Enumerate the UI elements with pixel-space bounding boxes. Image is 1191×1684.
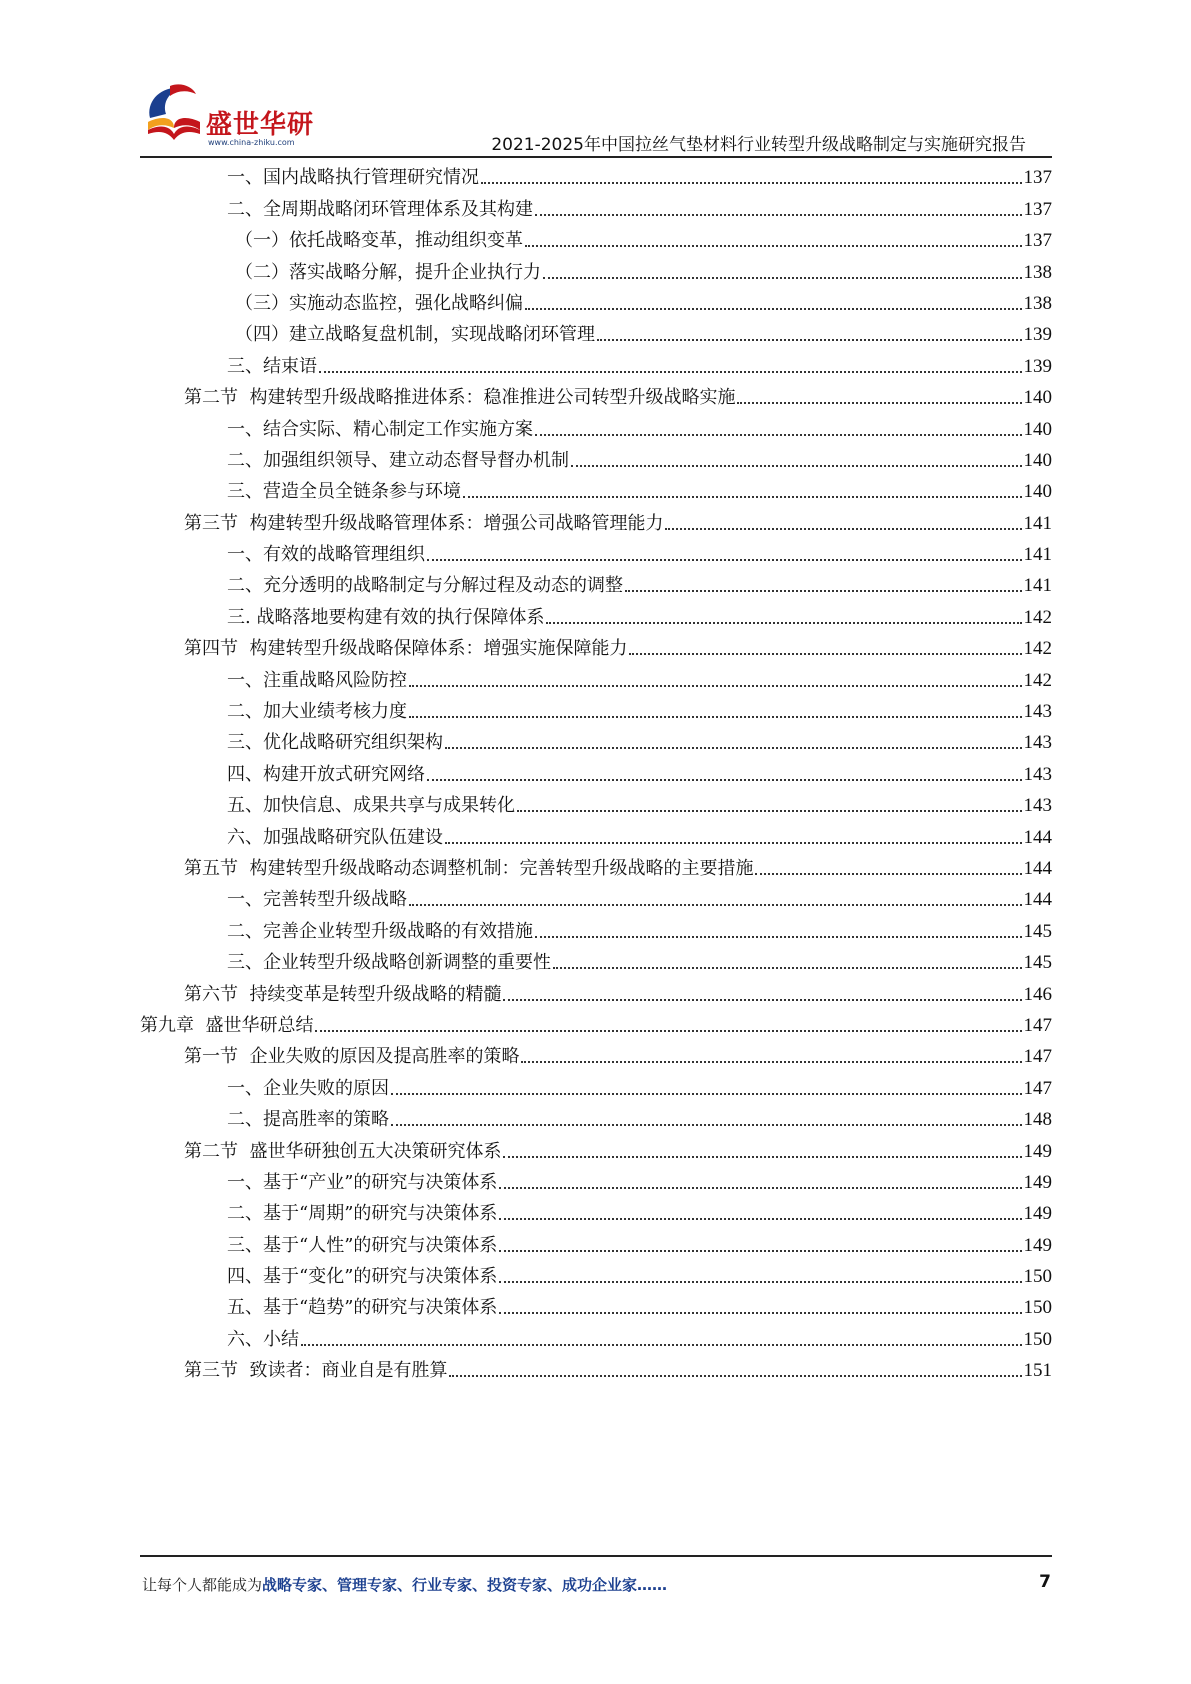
toc-dot-leader: [517, 810, 1022, 812]
toc-entry-page: 143: [1023, 763, 1052, 785]
toc-entry[interactable]: [140, 568, 1052, 599]
toc-entry[interactable]: [140, 662, 1052, 693]
toc-entry[interactable]: [140, 788, 1052, 819]
toc-entry-page: 137: [1023, 198, 1052, 220]
report-title: 2021-2025年中国拉丝气垫材料行业转型升级战略制定与实施研究报告: [491, 135, 1026, 155]
toc-entry-page: 145: [1023, 952, 1052, 974]
toc-entry-page: 142: [1023, 638, 1052, 660]
toc-entry[interactable]: [140, 254, 1052, 285]
toc-entry-title: 二、充分透明的战略制定与分解过程及动态的调整: [227, 575, 623, 597]
toc-entry[interactable]: [140, 945, 1052, 976]
toc-dot-leader: [543, 277, 1022, 279]
toc-entry-page: 150: [1023, 1328, 1052, 1350]
toc-entry-page: 148: [1023, 1109, 1052, 1131]
toc-dot-leader: [521, 1061, 1021, 1063]
table-of-contents: [140, 160, 1052, 1384]
toc-entry[interactable]: [140, 819, 1052, 850]
toc-entry-title: 第六节 持续变革是转型升级战略的精髓: [184, 983, 502, 1005]
toc-dot-leader: [571, 465, 1022, 467]
toc-entry-page: 144: [1023, 857, 1052, 879]
toc-entry-title: 二、完善企业转型升级战略的有效措施: [227, 920, 533, 942]
toc-entry[interactable]: [140, 1290, 1052, 1321]
toc-entry[interactable]: [140, 631, 1052, 662]
toc-entry-title: 一、企业失败的原因: [227, 1077, 389, 1099]
toc-entry[interactable]: [140, 913, 1052, 944]
page-header: [140, 78, 1052, 156]
page-number: 7: [1039, 1572, 1051, 1592]
toc-dot-leader: [525, 308, 1022, 310]
toc-dot-leader: [481, 182, 1022, 184]
toc-entry[interactable]: [140, 160, 1052, 191]
toc-entry-page: 144: [1023, 826, 1052, 848]
toc-entry-page: 144: [1023, 889, 1052, 911]
toc-entry[interactable]: [140, 286, 1052, 317]
footer-prefix: 让每个人都能成为: [142, 1576, 263, 1594]
toc-entry-title: 三、结束语: [227, 355, 317, 377]
toc-entry-page: 147: [1023, 1077, 1052, 1099]
toc-dot-leader: [315, 1030, 1021, 1032]
toc-entry-title: 五、加快信息、成果共享与成果转化: [227, 795, 515, 817]
toc-entry-title: （二）落实战略分解，提升企业执行力: [235, 261, 541, 283]
toc-dot-leader: [535, 214, 1022, 216]
toc-dot-leader: [409, 904, 1022, 906]
toc-entry-page: 149: [1023, 1171, 1052, 1193]
toc-entry-title: 一、注重战略风险防控: [227, 669, 407, 691]
toc-entry-title: 三. 战略落地要构建有效的执行保障体系: [227, 606, 545, 628]
toc-entry-page: 145: [1023, 920, 1052, 942]
toc-entry-page: 141: [1023, 544, 1052, 566]
toc-entry[interactable]: [140, 851, 1052, 882]
header-divider: [140, 156, 1052, 158]
toc-entry-page: 143: [1023, 795, 1052, 817]
toc-entry[interactable]: [140, 1070, 1052, 1101]
toc-entry[interactable]: [140, 1102, 1052, 1133]
toc-entry-page: 141: [1023, 512, 1052, 534]
toc-entry[interactable]: [140, 1039, 1052, 1070]
toc-entry[interactable]: [140, 1196, 1052, 1227]
toc-dot-leader: [427, 559, 1022, 561]
logo-name: 盛世华研: [206, 110, 315, 140]
footer-roles: 战略专家、管理专家、行业专家、投资专家、成功企业家……: [262, 1576, 668, 1594]
toc-entry[interactable]: [140, 317, 1052, 348]
toc-dot-leader: [553, 967, 1022, 969]
toc-dot-leader: [499, 1281, 1021, 1283]
toc-entry-title: 第三节 致读者：商业自是有胜算: [184, 1360, 448, 1382]
toc-entry[interactable]: [140, 1165, 1052, 1196]
toc-entry[interactable]: [140, 505, 1052, 536]
toc-entry-title: 第二节 盛世华研独创五大决策研究体系: [184, 1140, 502, 1162]
toc-dot-leader: [503, 1156, 1021, 1158]
toc-entry[interactable]: [140, 223, 1052, 254]
toc-dot-leader: [546, 622, 1021, 624]
toc-dot-leader: [427, 779, 1022, 781]
toc-entry-title: 一、国内战略执行管理研究情况: [227, 167, 479, 189]
toc-entry[interactable]: [140, 1133, 1052, 1164]
toc-dot-leader: [535, 434, 1022, 436]
footer-slogan: [142, 1574, 667, 1595]
toc-dot-leader: [499, 1187, 1021, 1189]
toc-entry-title: 二、加强组织领导、建立动态督导督办机制: [227, 449, 569, 471]
toc-entry-page: 146: [1023, 983, 1052, 1005]
toc-entry-page: 151: [1023, 1360, 1052, 1382]
toc-entry[interactable]: [140, 1259, 1052, 1290]
toc-entry-title: 六、小结: [227, 1328, 299, 1350]
logo-icon: [140, 80, 208, 144]
toc-entry[interactable]: [140, 1321, 1052, 1352]
toc-entry[interactable]: [140, 537, 1052, 568]
toc-dot-leader: [319, 371, 1022, 373]
toc-dot-leader: [535, 936, 1022, 938]
toc-entry-page: 150: [1023, 1297, 1052, 1319]
toc-entry[interactable]: [140, 1353, 1052, 1384]
toc-dot-leader: [525, 245, 1022, 247]
toc-entry-title: 一、完善转型升级战略: [227, 889, 407, 911]
toc-entry-title: （三）实施动态监控，强化战略纠偏: [235, 292, 523, 314]
toc-dot-leader: [409, 685, 1022, 687]
toc-entry-title: （四）建立战略复盘机制，实现战略闭环管理: [235, 324, 595, 346]
toc-entry-page: 150: [1023, 1266, 1052, 1288]
toc-entry-title: 三、企业转型升级战略创新调整的重要性: [227, 952, 551, 974]
toc-entry-page: 137: [1023, 230, 1052, 252]
toc-entry-page: 138: [1023, 292, 1052, 314]
toc-dot-leader: [665, 528, 1021, 530]
toc-dot-leader: [445, 842, 1022, 844]
toc-entry[interactable]: [140, 1008, 1052, 1039]
toc-entry-title: 第三节 构建转型升级战略管理体系：增强公司战略管理能力: [184, 512, 664, 534]
toc-entry-page: 142: [1023, 669, 1052, 691]
toc-entry-title: 一、有效的战略管理组织: [227, 544, 425, 566]
toc-entry-page: 140: [1023, 481, 1052, 503]
logo-url: www.china-zhiku.com: [208, 138, 295, 147]
toc-entry-title: 第四节 构建转型升级战略保障体系：增强实施保障能力: [184, 638, 628, 660]
toc-entry-page: 141: [1023, 575, 1052, 597]
toc-entry[interactable]: [140, 976, 1052, 1007]
toc-entry[interactable]: [140, 694, 1052, 725]
toc-entry-page: 139: [1023, 355, 1052, 377]
toc-dot-leader: [391, 1093, 1022, 1095]
toc-dot-leader: [445, 747, 1022, 749]
toc-entry-title: 三、基于“人性”的研究与决策体系: [227, 1234, 498, 1256]
toc-entry-page: 142: [1023, 606, 1052, 628]
toc-entry-title: 三、营造全员全链条参与环境: [227, 481, 461, 503]
toc-entry-title: 一、结合实际、精心制定工作实施方案: [227, 418, 533, 440]
toc-entry[interactable]: [140, 599, 1052, 630]
toc-entry-page: 143: [1023, 732, 1052, 754]
toc-entry[interactable]: [140, 725, 1052, 756]
toc-entry-title: 第一节 企业失败的原因及提高胜率的策略: [184, 1046, 520, 1068]
toc-entry-page: 137: [1023, 167, 1052, 189]
toc-dot-leader: [625, 590, 1022, 592]
toc-entry-title: 二、基于“周期”的研究与决策体系: [227, 1203, 498, 1225]
toc-dot-leader: [629, 653, 1021, 655]
toc-entry-page: 139: [1023, 324, 1052, 346]
toc-entry[interactable]: [140, 1227, 1052, 1258]
toc-entry[interactable]: [140, 191, 1052, 222]
toc-dot-leader: [503, 999, 1021, 1001]
toc-dot-leader: [301, 1344, 1022, 1346]
toc-entry-title: 四、基于“变化”的研究与决策体系: [227, 1266, 498, 1288]
toc-dot-leader: [737, 402, 1021, 404]
toc-entry-title: 三、优化战略研究组织架构: [227, 732, 443, 754]
toc-entry-page: 138: [1023, 261, 1052, 283]
toc-dot-leader: [597, 339, 1022, 341]
toc-dot-leader: [499, 1250, 1021, 1252]
toc-entry-title: 一、基于“产业”的研究与决策体系: [227, 1171, 498, 1193]
toc-entry-page: 140: [1023, 418, 1052, 440]
toc-entry-title: 四、构建开放式研究网络: [227, 763, 425, 785]
company-logo: [140, 78, 320, 148]
toc-entry-page: 149: [1023, 1203, 1052, 1225]
toc-entry-page: 149: [1023, 1140, 1052, 1162]
footer-divider: [140, 1555, 1052, 1557]
toc-entry-title: 六、加强战略研究队伍建设: [227, 826, 443, 848]
toc-entry[interactable]: [140, 411, 1052, 442]
toc-entry-title: 二、全周期战略闭环管理体系及其构建: [227, 198, 533, 220]
toc-dot-leader: [499, 1218, 1021, 1220]
toc-entry-page: 140: [1023, 449, 1052, 471]
toc-entry-title: 第二节 构建转型升级战略推进体系：稳准推进公司转型升级战略实施: [184, 387, 736, 409]
toc-entry-title: 二、加大业绩考核力度: [227, 701, 407, 723]
toc-entry-page: 147: [1023, 1046, 1052, 1068]
toc-entry[interactable]: [140, 882, 1052, 913]
toc-dot-leader: [463, 496, 1022, 498]
toc-entry-title: 第五节 构建转型升级战略动态调整机制：完善转型升级战略的主要措施: [184, 857, 754, 879]
toc-dot-leader: [499, 1312, 1021, 1314]
toc-dot-leader: [391, 1124, 1022, 1126]
toc-entry-title: 二、提高胜率的策略: [227, 1109, 389, 1131]
toc-entry[interactable]: [140, 756, 1052, 787]
toc-entry-title: （一）依托战略变革，推动组织变革: [235, 230, 523, 252]
toc-entry-title: 五、基于“趋势”的研究与决策体系: [227, 1297, 498, 1319]
toc-entry-page: 143: [1023, 701, 1052, 723]
toc-dot-leader: [755, 873, 1021, 875]
toc-entry[interactable]: [140, 474, 1052, 505]
toc-entry-page: 149: [1023, 1234, 1052, 1256]
toc-dot-leader: [409, 716, 1022, 718]
toc-entry[interactable]: [140, 443, 1052, 474]
toc-entry-page: 140: [1023, 387, 1052, 409]
toc-entry[interactable]: [140, 380, 1052, 411]
toc-entry-page: 147: [1023, 1014, 1052, 1036]
toc-entry-title: 第九章 盛世华研总结: [140, 1014, 314, 1036]
toc-dot-leader: [449, 1375, 1021, 1377]
toc-entry[interactable]: [140, 348, 1052, 379]
